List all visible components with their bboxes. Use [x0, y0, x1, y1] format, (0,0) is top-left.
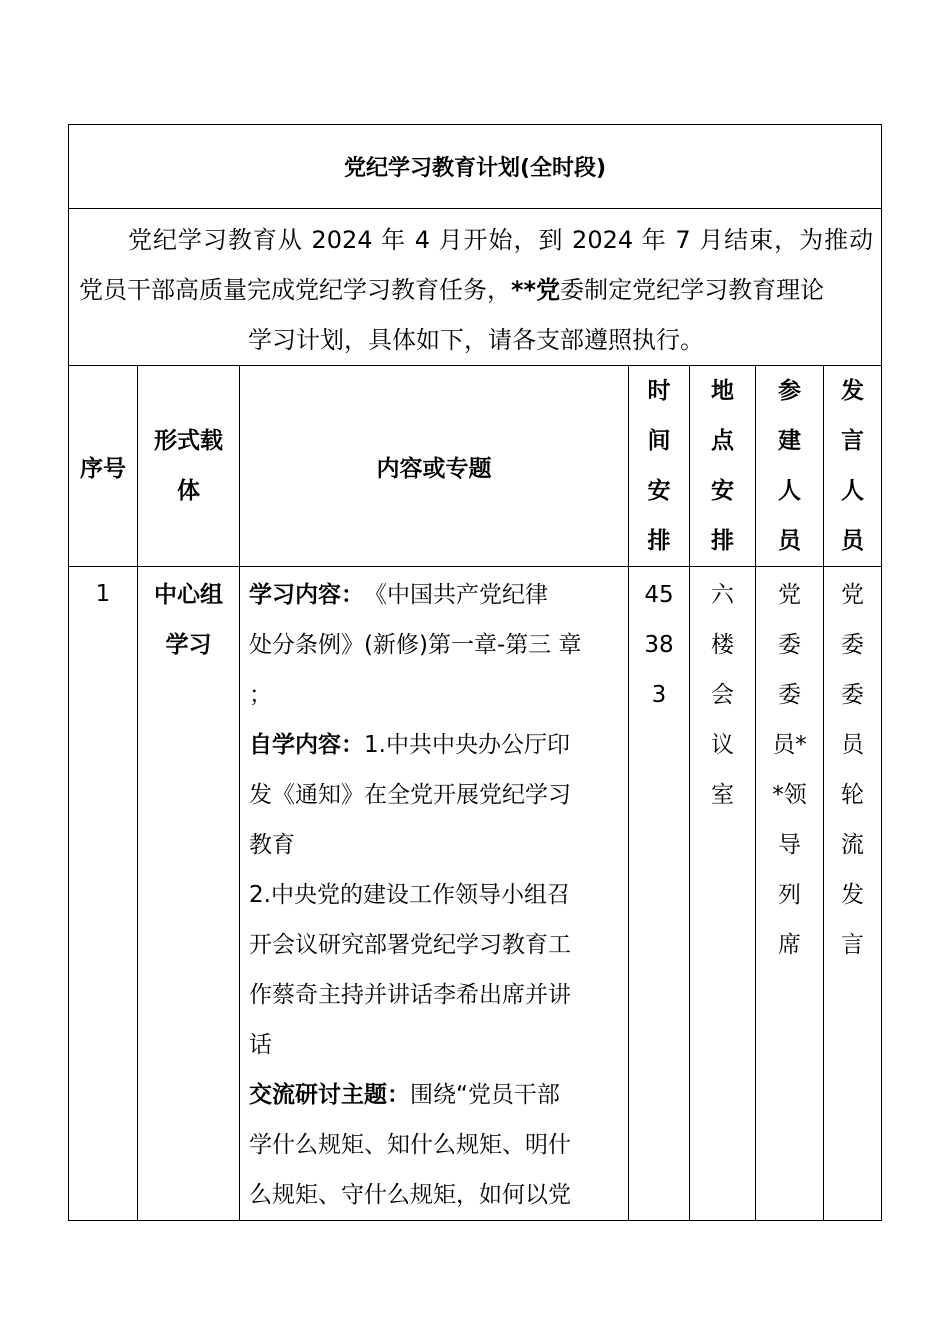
header-participants	[756, 366, 824, 567]
intro-paragraph	[69, 209, 881, 365]
header-time	[629, 366, 690, 567]
row-place-char: 会	[711, 682, 734, 708]
row-speakers-char: 轮	[841, 782, 865, 808]
row-content	[240, 567, 629, 1221]
row-participants-fragment: 列	[778, 882, 801, 908]
header-place-char: 安	[711, 478, 734, 504]
table-row	[69, 567, 882, 1221]
row-place	[690, 567, 756, 1221]
row-participants-fragment: 党	[778, 582, 801, 608]
item2-line-2: 开会议研究部署党纪学习教育工	[249, 932, 571, 958]
item2-line-4: 话	[249, 1032, 272, 1058]
self-study-label: 自学内容：	[249, 732, 364, 758]
self-study-line-2: 发《通知》在全党开展党纪学习	[249, 782, 571, 808]
row-place-char: 楼	[711, 632, 734, 658]
row-time-fragment: 45	[644, 582, 674, 608]
study-label: 学习内容：	[249, 582, 353, 608]
header-time-char: 安	[647, 478, 671, 504]
intro-line-2-post: 委制定党纪学习教育理论	[560, 276, 825, 304]
header-participants-char: 人	[778, 478, 801, 504]
row-seq: 1	[69, 567, 138, 1221]
item2-line-1: 2.中央党的建设工作领导小组召	[249, 882, 570, 908]
intro-line-3: 学习计划，具体如下，请各支部遵照执行。	[248, 326, 705, 354]
row-speakers-char: 发	[841, 882, 865, 908]
header-place-char: 地	[711, 378, 734, 404]
self-study-line-1: 1.中共中央办公厅印	[364, 732, 570, 758]
row-speakers-char: 委	[841, 632, 865, 658]
item2-line-3: 作蔡奇主持并讲话李希出席并讲	[249, 982, 571, 1008]
header-place-char: 点	[711, 428, 734, 454]
row-place-char: 室	[711, 782, 734, 808]
header-seq: 序号	[69, 366, 138, 567]
row-speakers-char: 党	[841, 582, 865, 608]
intro-line-1: 党纪学习教育从 2024 年 4 月开始，到 2024 年 7 月结束，为推动	[127, 226, 874, 254]
header-participants-char: 建	[778, 428, 801, 454]
row-participants-fragment: 委	[778, 632, 801, 658]
header-time-char: 排	[647, 528, 671, 554]
row-form-line-2: 学习	[165, 632, 212, 658]
header-time-char: 时	[647, 378, 671, 404]
intro-line-2-bold: **党	[511, 276, 561, 304]
row-speakers-char: 言	[841, 932, 865, 958]
row-place-char: 议	[711, 732, 734, 758]
header-speakers-char: 发	[841, 378, 865, 404]
row-participants-fragment: *领	[772, 782, 807, 808]
row-speakers-char: 流	[841, 832, 865, 858]
intro-cell	[69, 209, 882, 366]
row-participants	[756, 567, 824, 1221]
header-participants-char: 员	[778, 528, 801, 554]
row-time-fragment: 38	[644, 632, 674, 658]
header-time-char: 间	[647, 428, 671, 454]
header-speakers-char: 言	[841, 428, 865, 454]
study-line-1: 《中国共产党纪律	[352, 582, 548, 608]
discussion-label: 交流研讨主题：	[249, 1082, 410, 1108]
study-line-3: ；	[249, 682, 272, 708]
row-participants-fragment: 导	[778, 832, 801, 858]
document-title: 党纪学习教育计划(全时段)	[69, 125, 882, 209]
discussion-line-1: 围绕“党员干部	[410, 1082, 560, 1108]
header-place	[690, 366, 756, 567]
row-speakers-char: 委	[841, 682, 865, 708]
row-participants-fragment: 席	[778, 932, 801, 958]
header-form	[138, 366, 240, 567]
header-form-line-1: 形式载	[154, 428, 223, 454]
header-speakers-char: 员	[841, 528, 865, 554]
header-place-char: 排	[711, 528, 734, 554]
study-line-2: 处分条例》(新修)第一章-第三 章	[249, 632, 582, 658]
row-speakers-char: 员	[841, 732, 865, 758]
self-study-line-3: 教育	[249, 832, 295, 858]
header-form-line-2: 体	[177, 478, 200, 504]
row-speakers	[824, 567, 882, 1221]
row-participants-fragment: 委	[778, 682, 801, 708]
header-content: 内容或专题	[240, 366, 629, 567]
row-form-line-1: 中心组	[154, 582, 223, 608]
row-form	[138, 567, 240, 1221]
header-row	[69, 366, 882, 567]
header-speakers-char: 人	[841, 478, 865, 504]
plan-table	[68, 124, 882, 1221]
discussion-line-2: 学什么规矩、知什么规矩、明什	[249, 1132, 571, 1158]
row-time	[629, 567, 690, 1221]
row-time-fragment: 3	[651, 682, 667, 708]
row-place-char: 六	[711, 582, 734, 608]
header-speakers	[824, 366, 882, 567]
header-participants-char: 参	[778, 378, 801, 404]
row-participants-fragment: 员*	[772, 732, 807, 758]
discussion-line-3: 么规矩、守什么规矩，如何以党	[249, 1182, 571, 1208]
intro-line-2-pre: 党员干部高质量完成党纪学习教育任务，	[79, 276, 511, 304]
